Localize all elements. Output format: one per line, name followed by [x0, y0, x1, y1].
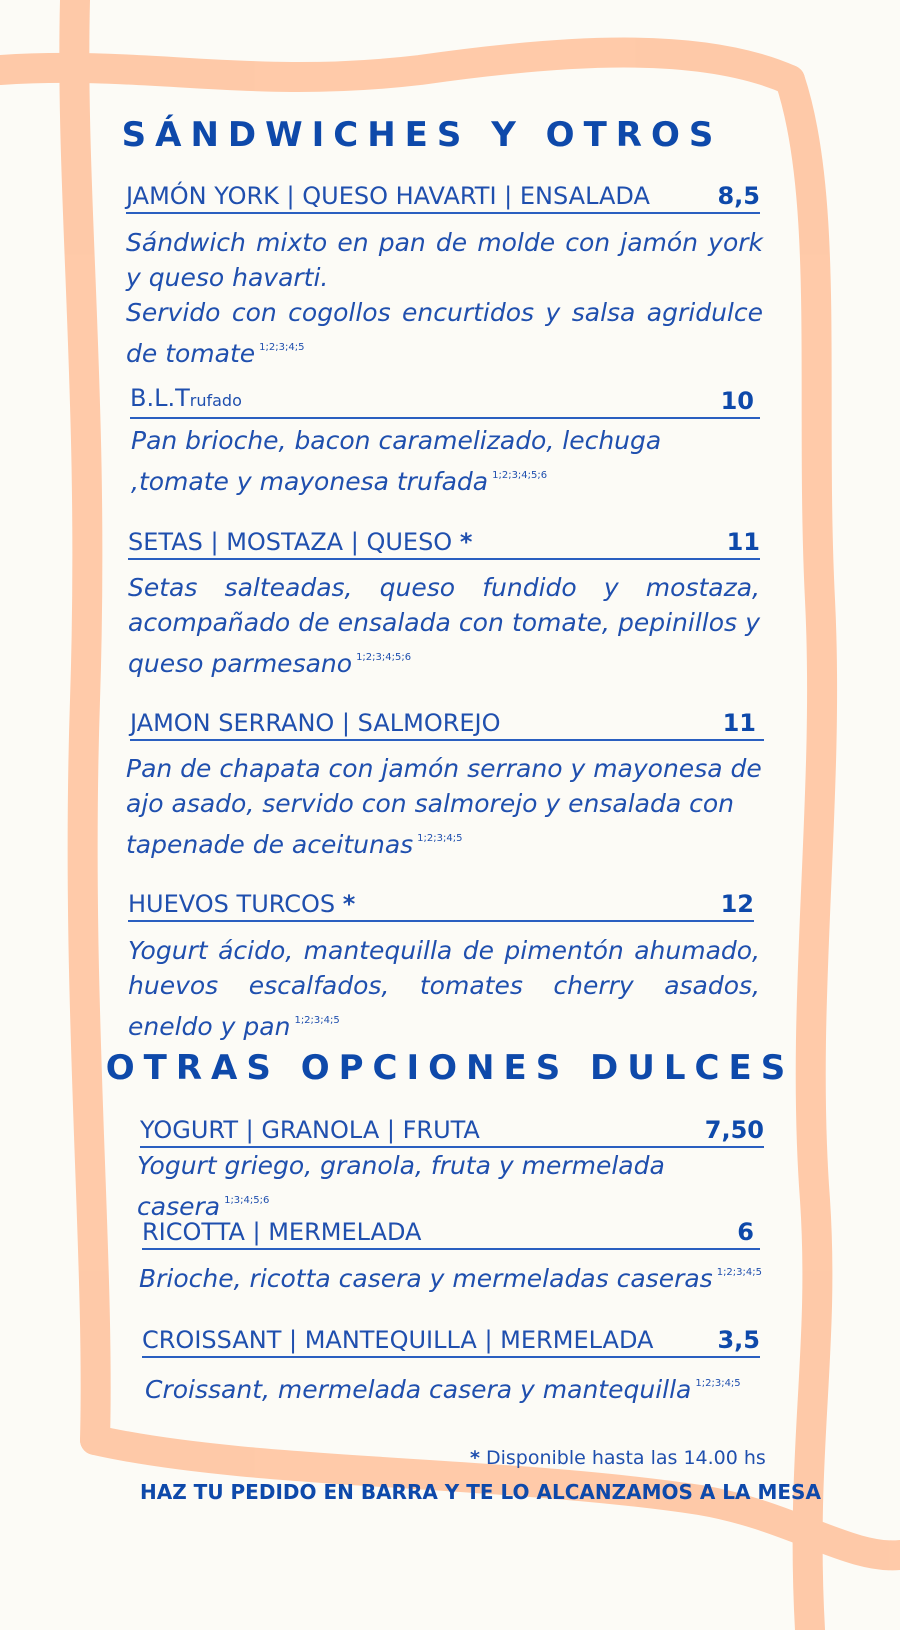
menu-item-header — [130, 383, 760, 419]
menu-item-header — [130, 708, 764, 741]
item-description: Pan de chapata con jamón serrano y mayonesa de ajo asado, servido con salmorejo y ensalada con tapenade de aceitunas $^{1;2;3;4;5}$ — [126, 754, 762, 859]
item-description: Pan brioche, bacon caramelizado, lechuga ,tomate y mayonesa trufada $^{1;2;3;4;5;6}$ — [131, 426, 662, 496]
item-name: CROISSANT | MANTEQUILLA | MERMELADA — [142, 1326, 654, 1354]
menu-item-header — [142, 1325, 760, 1358]
item-price: 6 — [737, 1218, 754, 1246]
item-name: SETAS | MOSTAZA | QUESO * — [128, 528, 473, 556]
item-description: Brioche, ricotta casera y mermeladas caseras $^{1;2;3;4;5}$ — [139, 1264, 762, 1293]
item-description: Yogurt ácido, mantequilla de pimentón ahumado, huevos escalfados, tomates cherry asados, eneldo y pan $^{1;2;3;4;5}$ — [128, 936, 760, 1041]
item-price: 11 — [726, 528, 760, 556]
item-price: 8,5 — [717, 182, 760, 210]
item-name: B.L.Trufado — [130, 384, 242, 412]
item-name: JAMÓN YORK | QUESO HAVARTI | ENSALADA — [126, 182, 650, 210]
allergen-codes: 1;2;3;4;5 — [695, 1378, 741, 1389]
item-price: 12 — [720, 890, 754, 918]
item-price: 3,5 — [717, 1326, 760, 1354]
allergen-codes: 1;2;3;4;5 — [417, 833, 463, 844]
section-title-sweets: OTRAS OPCIONES DULCES — [105, 1048, 795, 1088]
item-description: Yogurt griego, granola, fruta y mermelada casera $^{1;3;4;5;6}$ — [137, 1151, 665, 1221]
item-description: Sándwich mixto en pan de molde con jamón york y queso havarti. Servido con cogollos encurtidos y salsa agridulce de tomate $^{1;2;3;4;5}$ — [126, 228, 763, 368]
item-name: JAMON SERRANO | SALMOREJO — [130, 709, 501, 737]
allergen-codes: 1;2;3;4;5 — [259, 342, 305, 353]
allergen-codes: 1;3;4;5;6 — [224, 1195, 270, 1206]
menu-item-header — [142, 1217, 760, 1250]
item-description: Croissant, mermelada casera y mantequilla $^{1;2;3;4;5}$ — [145, 1375, 741, 1404]
item-name: RICOTTA | MERMELADA — [142, 1218, 422, 1246]
menu-item-header — [128, 889, 754, 922]
allergen-codes: 1;2;3;4;5 — [716, 1267, 762, 1278]
order-footer: HAZ TU PEDIDO EN BARRA Y TE LO ALCANZAMOS A LA MESA — [140, 1480, 821, 1504]
menu-item-header — [140, 1115, 764, 1148]
allergen-codes: 1;2;3;4;5;6 — [356, 652, 412, 663]
item-name: YOGURT | GRANOLA | FRUTA — [140, 1116, 480, 1144]
availability-note: * Disponible hasta las 14.00 hs — [470, 1447, 766, 1469]
allergen-codes: 1;2;3;4;5;6 — [492, 470, 548, 481]
item-price: 7,50 — [704, 1116, 764, 1144]
item-name: HUEVOS TURCOS * — [128, 890, 356, 918]
item-description: Setas salteadas, queso fundido y mostaza, acompañado de ensalada con tomate, pepinillos y queso parmesano $^{1;2;3;4;5;6}$ — [128, 573, 760, 678]
menu-item-header — [126, 181, 760, 214]
item-price: 11 — [722, 709, 756, 737]
section-title-sandwiches: SÁNDWICHES Y OTROS — [121, 115, 723, 155]
item-price: 10 — [720, 387, 754, 415]
allergen-codes: 1;2;3;4;5 — [294, 1015, 340, 1026]
menu-item-header — [128, 527, 760, 560]
